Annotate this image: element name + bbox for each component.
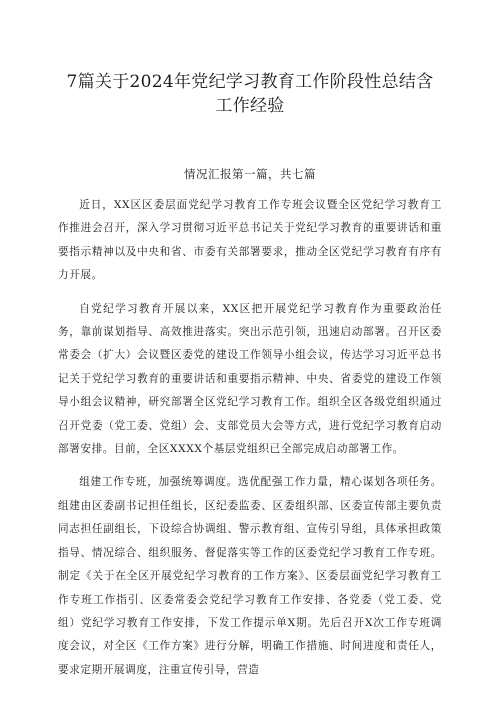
paragraph-3: 组建工作专班，加强统筹调度。选优配强工作力量，精心谋划各项任务。组建由区委副书记担任组长，区纪委监委、区委组织部、区委宣传部主要负责同志担任副组长，下设综合协调组、警示教育组、宣传引导组，具体承担政策指导、情况综合、组织服务、督促落实等工作的区委党纪学习教育工作专班。制定《关于在全区开展党纪学习教育的工作方案》、区委层面党纪学习教育工作专班工作指引、区委常委会党纪学习教育工作安排、各党委（党工委、党组）党纪学习教育工作安排，下发工作提示单X期。先后召开X次工作专班调度会议，对全区《工作方案》进行分解，明确工作措施、时间进度和责任人，要求定期开展调度，注重宣传引导，营造 xyxy=(58,476,442,676)
document-subtitle: 情况汇报第一篇，共七篇 xyxy=(184,167,316,181)
document-title: 7篇关于2024年党纪学习教育工作阶段性总结含工作经验 xyxy=(66,72,434,116)
paragraph-1: 近日，XX区区委层面党纪学习教育工作专班会议暨全区党纪学习教育工作推进会召开，深入学习贯彻习近平总书记关于党纪学习教育的重要讲话和重要指示精神以及中央和省、市委有关部署要求，推动全区党纪学习教育有序有力开展。 xyxy=(58,199,442,282)
paragraph-2: 自党纪学习教育开展以来，XX区把开展党纪学习教育作为重要政治任务，靠前谋划指导、高效推进落实。突出示范引领，迅速启动部署。召开区委常委会（扩大）会议暨区委党的建设工作领导小组会议，传达学习习近平总书记关于党纪学习教育的重要讲话和重要指示精神、中央、省委党的建设工作领导小组会议精神，研究部署全区党纪学习教育工作。组织全区各级党组织通过召开党委（党工委、党组）会、支部党员大会等方式，进行党纪学习教育启动部署安排。目前，全区XXXX个基层党组织已全部完成启动部署工作。 xyxy=(58,302,442,456)
